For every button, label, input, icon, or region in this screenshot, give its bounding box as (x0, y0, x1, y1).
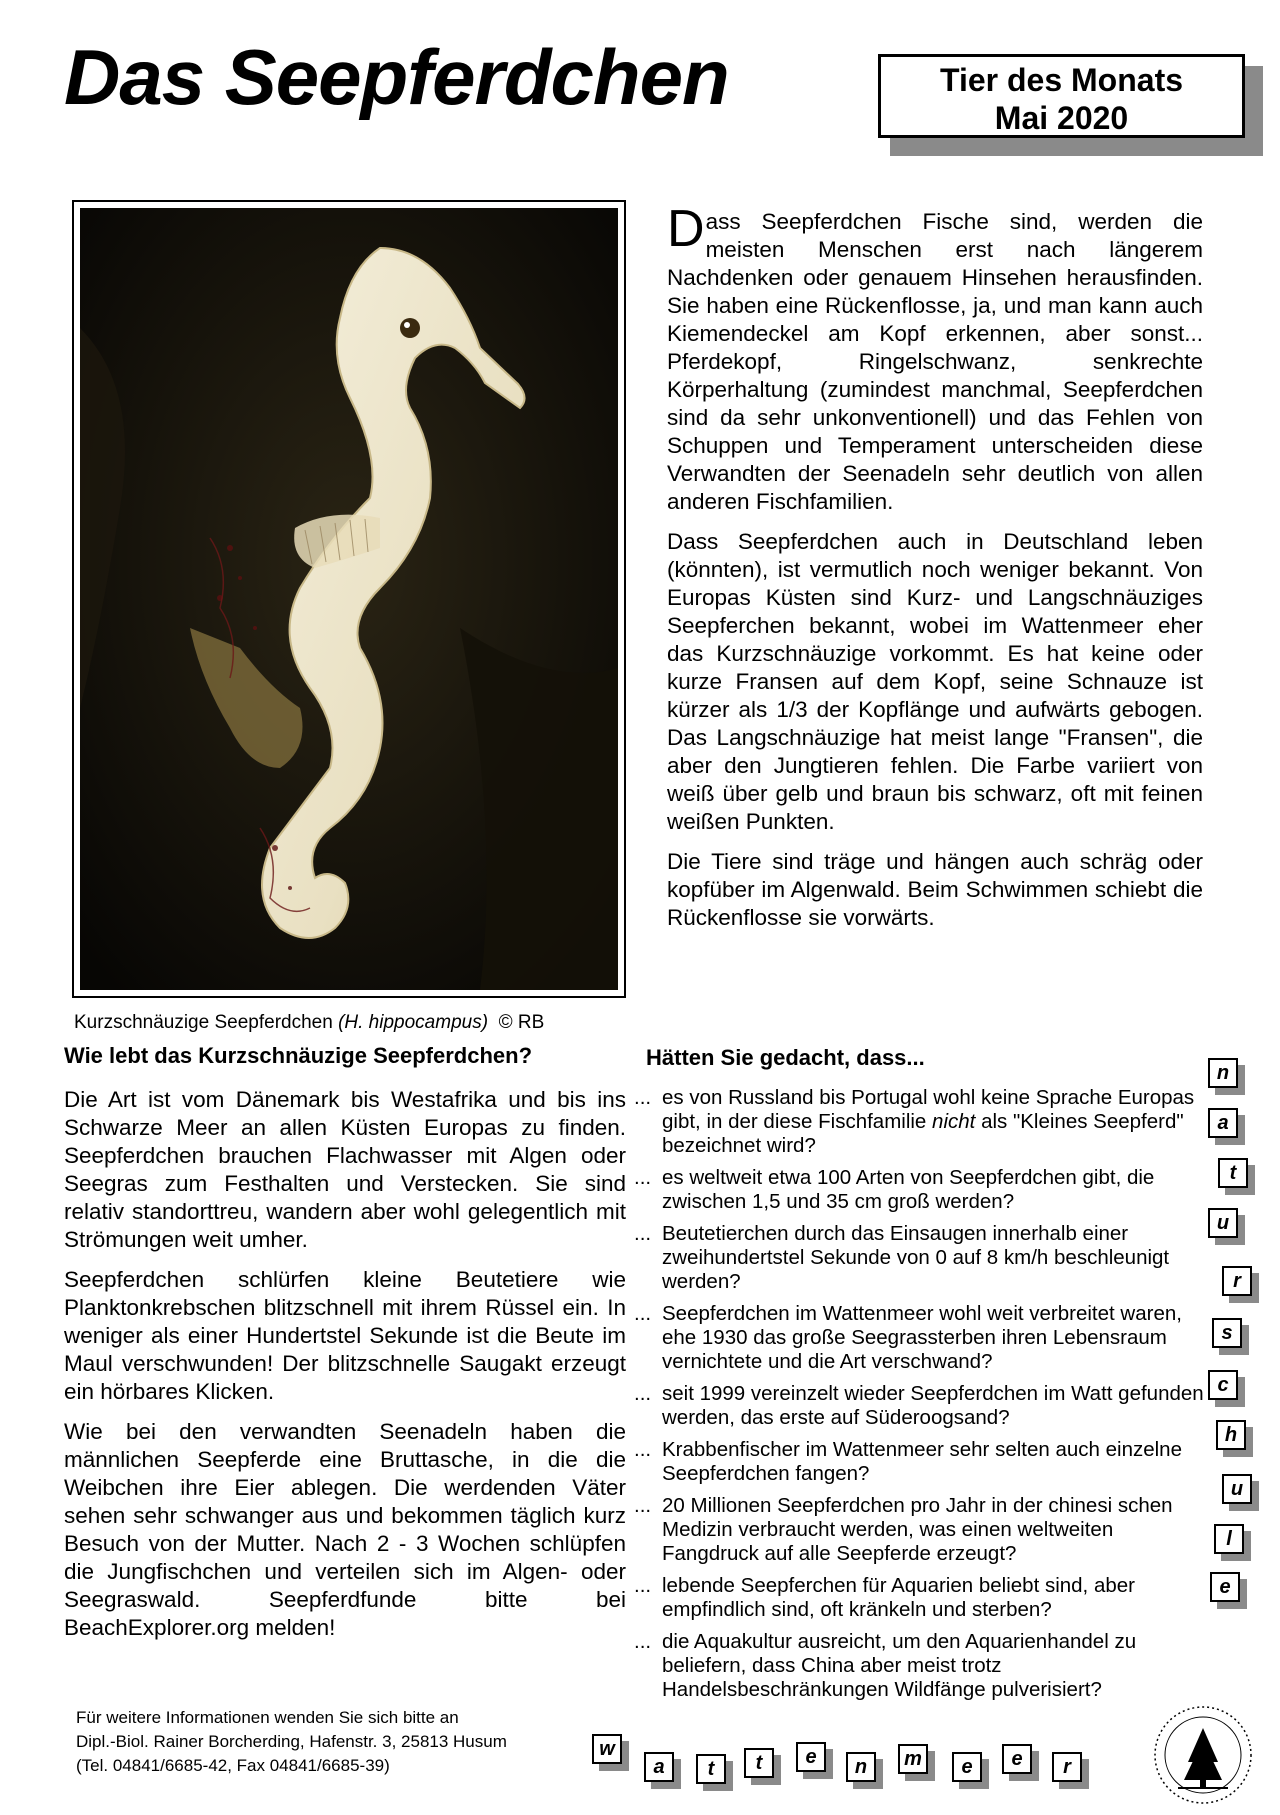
page-title: Das Seepferdchen (64, 33, 729, 121)
lifestyle-heading: Wie lebt das Kurzschnäuzige Seepferdchen? (64, 1043, 533, 1068)
lifestyle-section (64, 1042, 626, 1654)
letter-tile: a (1208, 1108, 1238, 1138)
fact-item: ... seit 1999 vereinzelt wieder Seepferdchen im Watt gefunden werden, das erste auf Süderoogsand? (634, 1382, 1204, 1429)
seahorse-photo (80, 208, 618, 990)
letter-tile: t (696, 1754, 726, 1784)
letter-tile: h (1216, 1420, 1246, 1450)
fact-item: ... lebende Seepferchen für Aquarien beliebt sind, aber empfindlich sind, oft kränkeln und sterben? (634, 1574, 1135, 1621)
intro-text (667, 200, 1203, 944)
badge-line-1: Tier des Monats (939, 62, 1184, 98)
letter-tile: e (952, 1752, 982, 1782)
letter-tile: n (846, 1752, 876, 1782)
footer-line-3: (Tel. 04841/6685-42, Fax 04841/6685-39) (76, 1756, 390, 1775)
footer-line-1: Für weitere Informationen wenden Sie sich bitte an (76, 1708, 459, 1727)
caption-text: Kurzschnäuzige Seepferdchen (74, 1012, 333, 1033)
letter-tile: e (796, 1742, 826, 1772)
letter-tile: e (1002, 1744, 1032, 1774)
letter-tile: w (592, 1734, 622, 1764)
letter-tile: n (1208, 1058, 1238, 1088)
logo-seal-icon (1148, 1700, 1258, 1810)
caption-latin-name: (H. hippocampus) (338, 1012, 489, 1033)
lifestyle-paragraph-1: Die Art ist vom Dänemark bis Westafrika und bis ins Schwarze Meer an allen Küsten Europas zu finden. Seepferdchen brauchen Flachwasser mit Algen oder Seegras zum Festhalten und Verstecken. Sie sind relativ standorttreu, wandern aber wohl gelegentlich mit Strömungen weit umher. (64, 1087, 626, 1252)
naturschule-logo (1148, 1700, 1258, 1810)
badge-line-2: Mai 2020 (994, 100, 1129, 136)
fact-item: ... es weltweit etwa 100 Arten von Seepferdchen gibt, die zwischen 1,5 und 35 cm groß werden? (634, 1166, 1155, 1213)
lifestyle-paragraph-2: Seepferdchen schlürfen kleine Beutetiere wie Planktonkrebschen blitzschnell mit ihrem Rüssel ein. In weniger als einer Hundertstel Sekunde ist die Beute im Maul verschwunden! Der blitzschnelle Saugakt erzeugt ein hörbares Klicken. (64, 1267, 626, 1404)
fact-item: ... es von Russland bis Portugal wohl keine Sprache Europas gibt, in der diese Fischfamilie nicht als "Kleines Seepferd" bezeichnet wird? (634, 1086, 1195, 1157)
contact-footer (76, 1706, 507, 1778)
fact-item: ... die Aquakultur ausreicht, um den Aquarienhandel zu beliefern, dass China aber meist trotz Handelsbeschränkungen Wildfänge pulverisiert? (634, 1630, 1137, 1701)
intro-paragraph-2: Dass Seepferdchen auch in Deutschland leben (könnten), ist vermutlich noch weniger bekannt. Von Europas Küsten sind Kurz- und Langschnäuziges Seepferchen bekannt, wobei im Wattenmeer eher das Kurzschnäuzige vorkommt. Es hat keine oder kurze Fransen auf dem Kopf, seine Schnauze ist kürzer als 1/3 der Kopflänge und aufwärts gebogen. Das Langschnäuzige hat meist lange "Fransen", die aber den Jungtieren fehlen. Die Farbe variiert von weiß über gelb und braun bis schwarz, oft mit feinen weißen Punkten. (667, 529, 1203, 834)
fact-item: ... 20 Millionen Seepferdchen pro Jahr in der chinesi schen Medizin verbraucht werden, was einen weltweiten Fangdruck auf alle Seepferde erzeugt? (634, 1494, 1173, 1565)
facts-heading: Hätten Sie gedacht, dass... (646, 1045, 925, 1070)
letter-tile: u (1222, 1474, 1252, 1504)
footer-line-2: Dipl.-Biol. Rainer Borcherding, Hafenstr. 3, 25813 Husum (76, 1732, 507, 1751)
letter-tile: a (644, 1752, 674, 1782)
letter-tile: m (898, 1744, 928, 1774)
intro-paragraph-3: Die Tiere sind träge und hängen auch schräg oder kopfüber im Algenwald. Beim Schwimmen schiebt die Rückenflosse sie vorwärts. (667, 849, 1203, 930)
seahorse-illustration (80, 208, 618, 990)
fact-item: ... Beutetierchen durch das Einsaugen innerhalb einer zweihundertstel Sekunde von 0 auf 8 km/h beschleunigt werden? (634, 1222, 1170, 1293)
fact-item: ... Krabbenfischer im Wattenmeer sehr selten auch einzelne Seepferdchen fangen? (634, 1438, 1182, 1485)
letter-tile: r (1222, 1266, 1252, 1296)
facts-section (634, 1044, 1204, 1710)
photo-caption (74, 1012, 544, 1034)
letter-tile: r (1052, 1752, 1082, 1782)
letter-tile: s (1212, 1318, 1242, 1348)
letter-tile: u (1208, 1208, 1238, 1238)
letter-tile: t (744, 1748, 774, 1778)
letter-tile: c (1208, 1370, 1238, 1400)
animal-of-month-badge (878, 54, 1245, 138)
intro-paragraph-1: Dass Seepferdchen Fische sind, werden die meisten Menschen erst nach längerem Nachdenken oder genauem Hinsehen herausfinden. Sie haben eine Rückenflosse, ja, und man kann auch Kiemendeckel am Kopf erkennen, aber sonst... Pferdekopf, Ringelschwanz, senkrechte Körperhaltung (zumindest manchmal, Seepferdchen sind da sehr unkonventionell) und das Fehlen von Schuppen und Temperament unterscheiden diese Verwandten der Seenadeln sehr deutlich von allen anderen Fischfamilien. (667, 200, 1203, 514)
letter-tile: t (1218, 1158, 1248, 1188)
letter-tile: l (1214, 1524, 1244, 1554)
caption-credit: © RB (498, 1012, 545, 1033)
lifestyle-paragraph-3: Wie bei den verwandten Seenadeln haben die männlichen Seepferde eine Bruttasche, in die die Weibchen ihre Eier ablegen. Die werdenden Väter sehen sehr schwanger aus und bekommen täglich kurz Besuch von der Mutter. Nach 2 - 3 Wochen schlüpfen die Jungfischchen und verteilen sich im Algen- oder Seegraswald. Seepferdfunde bitte bei BeachExplorer.org melden! (64, 1419, 626, 1640)
letter-tile: e (1210, 1572, 1240, 1602)
fact-item: ... Seepferdchen im Wattenmeer wohl weit verbreitet waren, ehe 1930 das große Seegrassterben ihren Lebensraum vernichtete und die Art verschwand? (634, 1302, 1182, 1373)
drop-cap: D (667, 200, 705, 258)
